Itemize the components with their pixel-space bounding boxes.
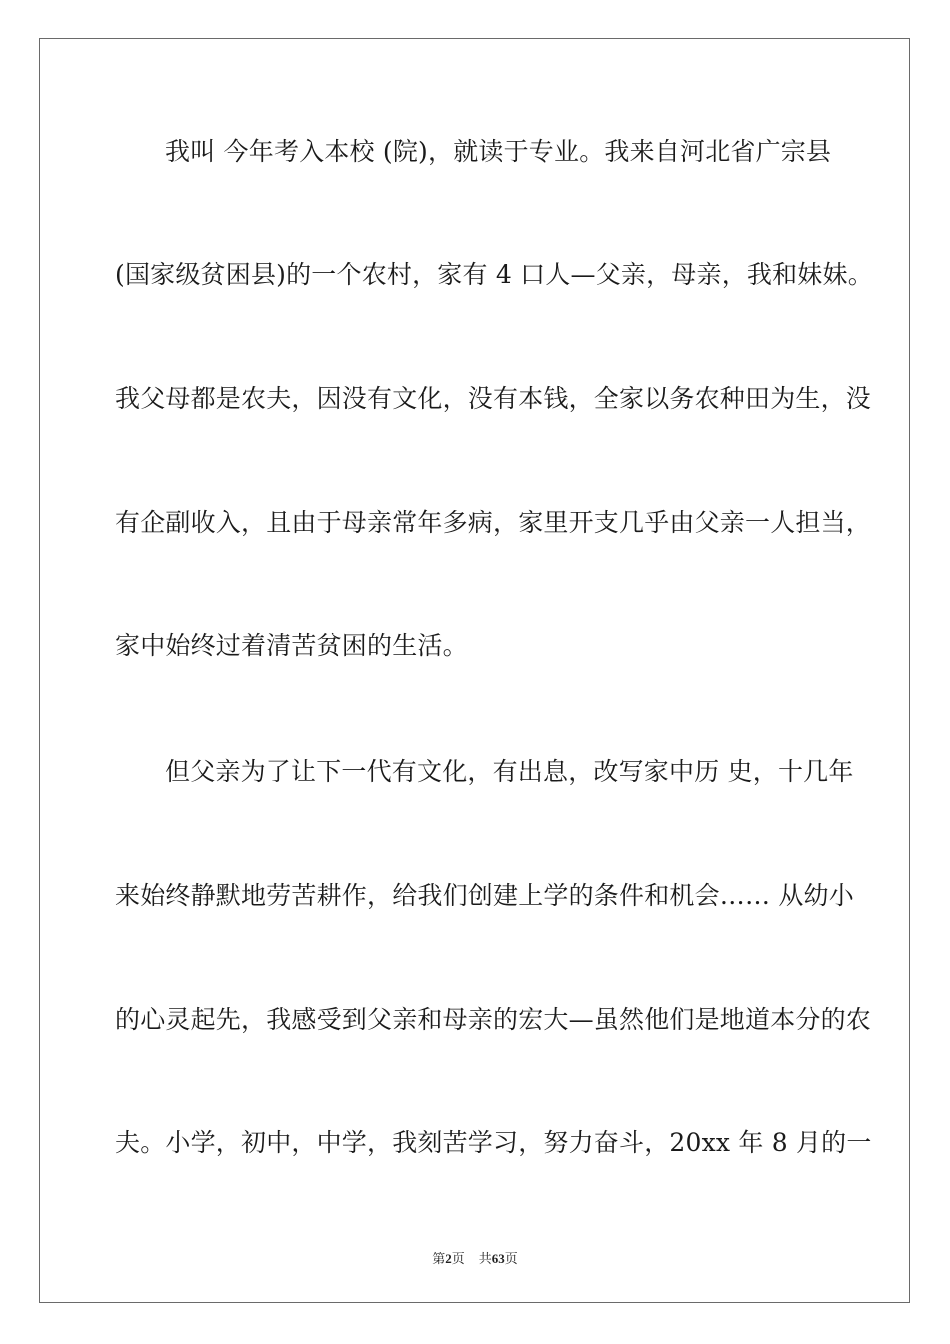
page-label-suffix: 页 <box>451 1251 465 1266</box>
page-border <box>39 38 910 1303</box>
total-label-suffix: 页 <box>504 1251 518 1266</box>
paragraph-2-line-1: 但父亲为了让下一代有文化，有出息，改写家中历 史，十几年 <box>165 757 854 786</box>
paragraph-2-line-2: 来始终静默地劳苦耕作，给我们创建上学的条件和机会…… 从幼小 <box>115 881 854 910</box>
paragraph-1-line-1: 我叫 今年考入本校 (院)，就读于专业。我来自河北省广宗县 <box>165 137 832 166</box>
paragraph-1-line-4: 有企副收入，且由于母亲常年多病，家里开支几乎由父亲一人担当， <box>115 508 872 537</box>
page-number: 2 <box>445 1251 452 1266</box>
total-pages: 63 <box>491 1251 505 1266</box>
paragraph-1-line-3: 我父母都是农夫，因没有文化，没有本钱，全家以务农种田为生，没 <box>115 384 872 413</box>
page-label-prefix: 第 <box>432 1251 446 1266</box>
page-footer <box>0 1248 950 1267</box>
paragraph-1-line-2: (国家级贫困县)的一个农村，家有 4 口人—父亲，母亲，我和妹妹。 <box>115 260 873 289</box>
paragraph-2-line-3: 的心灵起先，我感受到父亲和母亲的宏大—虽然他们是地道本分的农 <box>115 1005 872 1034</box>
paragraph-2-line-4: 夫。小学，初中，中学，我刻苦学习，努力奋斗，20xx 年 8 月的一 <box>115 1128 872 1157</box>
total-label-prefix: 共 <box>478 1251 492 1266</box>
paragraph-1-line-5: 家中始终过着清苦贫困的生活。 <box>115 631 468 660</box>
